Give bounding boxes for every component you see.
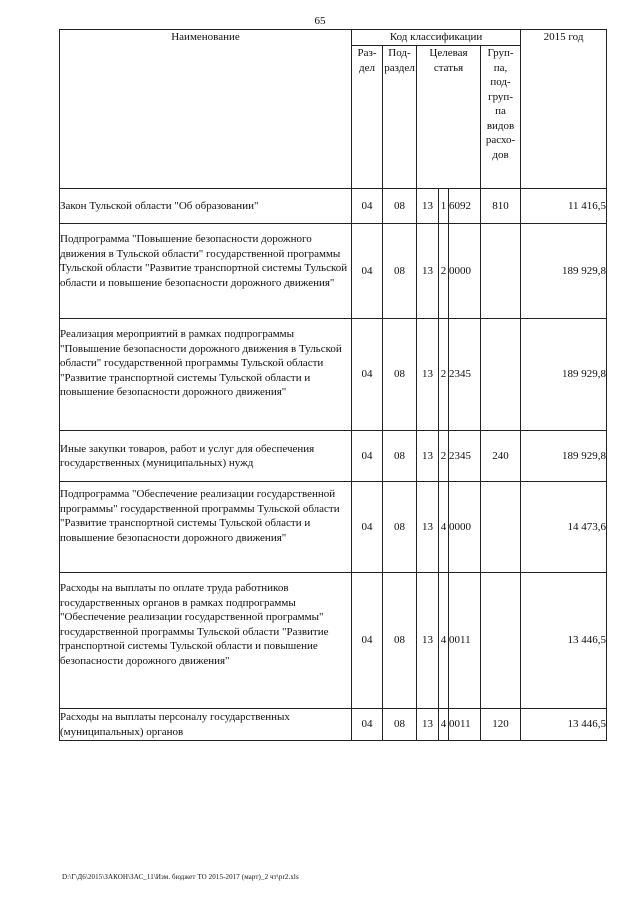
header-target-item: Целевая статья: [417, 46, 481, 189]
row-target-2: 4: [439, 573, 449, 709]
row-subsection: 08: [383, 709, 417, 741]
row-subsection: 08: [383, 482, 417, 573]
row-target-1: 13: [417, 573, 439, 709]
table-row: [60, 224, 607, 319]
table-row: [60, 431, 607, 482]
page-number: 65: [314, 15, 326, 27]
table-row: [60, 482, 607, 573]
row-group: [481, 573, 521, 709]
row-target-3: 2345: [449, 319, 481, 431]
header-classification: Код классификации: [352, 30, 521, 46]
file-path-footer: D:\Г\Д6\2015\ЗАКОН\ЗАС_11\Изм. бюджет ТО 2015-2017 (март)_2 чт\pr2.xls: [62, 873, 299, 881]
row-group: [481, 319, 521, 431]
row-target-1: 13: [417, 431, 439, 482]
row-target-3: 0000: [449, 224, 481, 319]
row-section: 04: [352, 482, 383, 573]
row-name: Расходы на выплаты по оплате труда работников государственных органов в рамках подпрограммы "Обеспечение реализации государственной программы" государственной программы Тульской области "Развитие транспортной системы Тульской области и повышение безопасности дорожного движения": [60, 573, 352, 709]
row-target-3: 0011: [449, 709, 481, 741]
row-amount: 14 473,6: [521, 482, 607, 573]
row-amount: 189 929,8: [521, 224, 607, 319]
row-target-2: 1: [439, 189, 449, 224]
row-amount: 13 446,5: [521, 573, 607, 709]
row-group: [481, 224, 521, 319]
row-group: 810: [481, 189, 521, 224]
row-target-1: 13: [417, 224, 439, 319]
row-target-2: 2: [439, 224, 449, 319]
row-group: [481, 482, 521, 573]
row-section: 04: [352, 319, 383, 431]
row-name: Иные закупки товаров, работ и услуг для обеспечения государственных (муниципальных) нужд: [60, 431, 352, 482]
header-name: Наименование: [60, 30, 352, 189]
row-section: 04: [352, 189, 383, 224]
budget-table: [59, 29, 607, 741]
row-target-3: 2345: [449, 431, 481, 482]
table-row: [60, 189, 607, 224]
row-amount: 189 929,8: [521, 319, 607, 431]
row-name: Реализация мероприятий в рамках подпрограммы "Повышение безопасности дорожного движения в Тульской области" государственной программы Тульской области "Развитие транспортной системы Тульской области и повышение безопасности дорожного движения": [60, 319, 352, 431]
row-section: 04: [352, 573, 383, 709]
row-name: Расходы на выплаты персоналу государственных (муниципальных) органов: [60, 709, 352, 741]
header-year: 2015 год: [521, 30, 607, 189]
row-group: 120: [481, 709, 521, 741]
row-group: 240: [481, 431, 521, 482]
row-amount: 13 446,5: [521, 709, 607, 741]
row-target-3: 0000: [449, 482, 481, 573]
row-section: 04: [352, 224, 383, 319]
header-expense-group: Груп- па, под- груп- па видов расхо- дов: [481, 46, 521, 189]
row-section: 04: [352, 431, 383, 482]
row-subsection: 08: [383, 189, 417, 224]
row-target-2: 4: [439, 709, 449, 741]
row-subsection: 08: [383, 319, 417, 431]
row-target-3: 6092: [449, 189, 481, 224]
row-target-1: 13: [417, 482, 439, 573]
row-name: Подпрограмма "Повышение безопасности дорожного движения в Тульской области" государственной программы Тульской области "Развитие транспортной системы Тульской области и повышение безопасности дорожного движения": [60, 224, 352, 319]
row-target-1: 13: [417, 709, 439, 741]
row-amount: 11 416,5: [521, 189, 607, 224]
row-target-2: 2: [439, 431, 449, 482]
header-section: Раз- дел: [352, 46, 383, 189]
row-target-1: 13: [417, 319, 439, 431]
row-target-3: 0011: [449, 573, 481, 709]
row-subsection: 08: [383, 573, 417, 709]
row-name: Подпрограмма "Обеспечение реализации государственной программы" государственной программы Тульской области "Развитие транспортной системы Тульской области и повышение безопасности дорожного движения": [60, 482, 352, 573]
row-subsection: 08: [383, 224, 417, 319]
row-name: Закон Тульской области "Об образовании": [60, 189, 352, 224]
table-row: [60, 709, 607, 741]
row-section: 04: [352, 709, 383, 741]
row-subsection: 08: [383, 431, 417, 482]
header-subsection: Под- раздел: [383, 46, 417, 189]
row-target-2: 4: [439, 482, 449, 573]
table-row: [60, 319, 607, 431]
row-target-1: 13: [417, 189, 439, 224]
row-target-2: 2: [439, 319, 449, 431]
table-row: [60, 573, 607, 709]
row-amount: 189 929,8: [521, 431, 607, 482]
